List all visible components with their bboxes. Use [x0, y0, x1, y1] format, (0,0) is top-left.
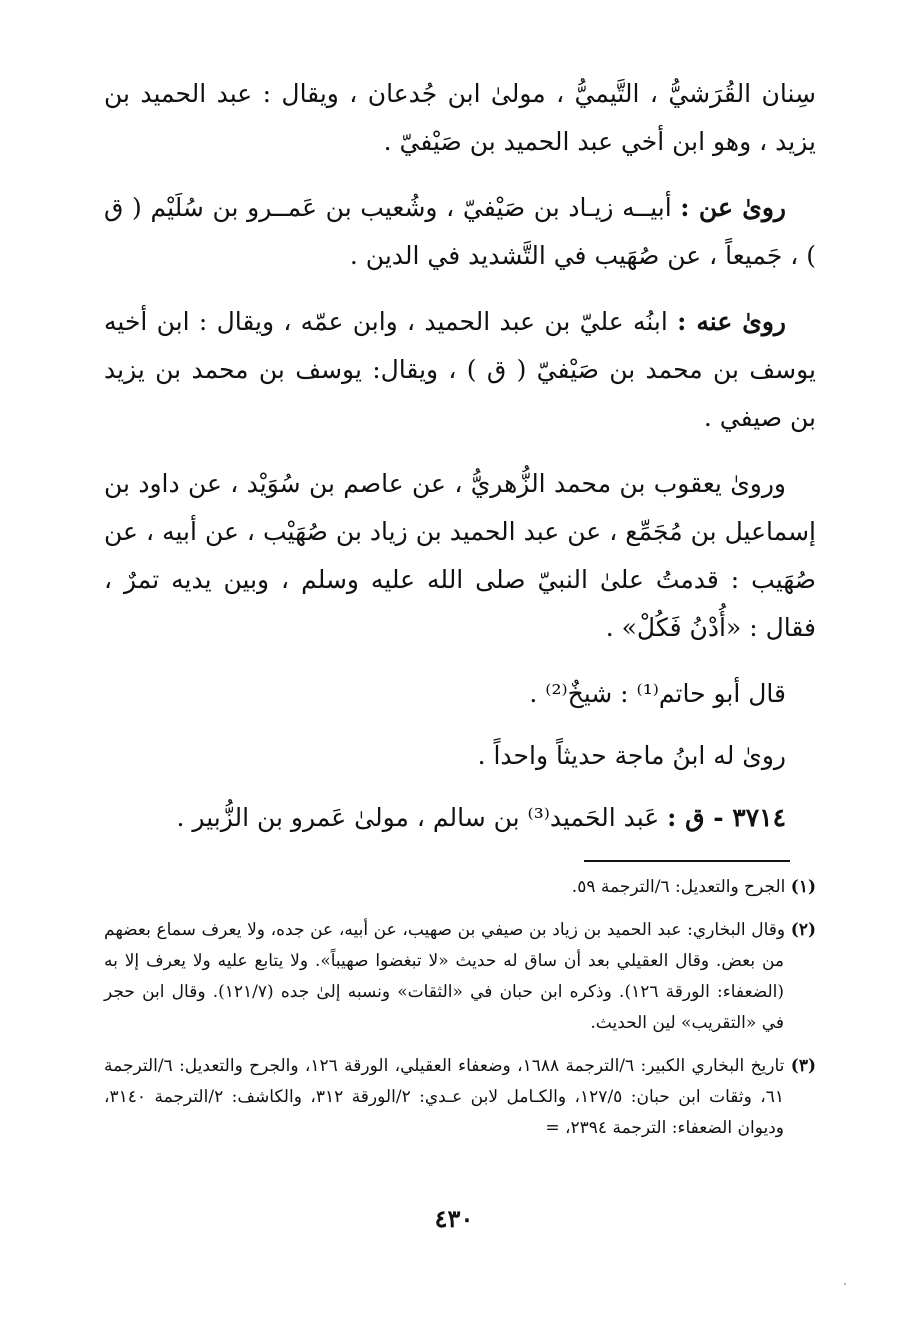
footnote-text: وقال البخاري: عبد الحميد بن زياد بن صيفي بن صهيب، عن أبيه، عن جده، ولا يعرف سماع بعضهم من بعض. وقال العقيلي بعد أن ساق له حديث «لا تبغضوا صهيباً». ولا يتابع عليه ولا يعرف إلا به (الضعفاء: الورقة ١٢٦). وذكره ابن حبان في «الثقات» ونسبه إلىٰ جده (١٢١/٧). وقال ابن حجر في «التقريب» لين الحديث.: [104, 920, 791, 1033]
paragraph-narrated-from: [104, 184, 816, 280]
narrated-from-heading: روىٰ عن :: [680, 193, 786, 222]
footnote-marker: (١): [790, 877, 816, 897]
paragraph-narrated-by: [104, 298, 816, 442]
scan-speck: [844, 1283, 846, 1285]
footnote-marker: (٣): [790, 1056, 816, 1076]
narrated-by-heading: روىٰ عنه :: [677, 307, 786, 336]
footnote: [104, 915, 816, 1039]
paragraph-lineage-text: سِنان القُرَشيُّ ، التَّيميُّ ، مولىٰ ابن جُدعان ، ويقال : عبد الحميد بن يزيد ، وهو ابن أخي عبد الحميد بن صَيْفيّ .: [104, 79, 816, 156]
footnote-text: الجرح والتعديل: ٦/الترجمة ٥٩.: [571, 877, 791, 897]
main-text: [104, 70, 816, 860]
paragraph-lineage: [104, 70, 816, 166]
footnote: [104, 872, 816, 903]
paragraph-ibn-majah: [104, 732, 816, 780]
narrated-by-text: ابنُه عليّ بن عبد الحميد ، وابن عمّه ، ويقال : ابن أخيه يوسف بن محمد بن صَيْفيّ ( ق ) ، ويقال: يوسف بن محمد بن يزيد بن صيفي .: [104, 307, 816, 432]
entry-number: ٣٧١٤ - ق :: [667, 803, 786, 832]
narrated-from-text: أبيــه زيـاد بن صَيْفيّ ، وشُعيب بن عَمــرو بن سُلَيْم ( ق ) ، جَميعاً ، عن صُهَيب في التَّشديد في الدين .: [104, 193, 816, 270]
footnote: [104, 1051, 816, 1144]
hadith-text: وروىٰ يعقوب بن محمد الزُّهريُّ ، عن عاصم بن سُوَيْد ، عن داود بن إسماعيل بن مُجَمِّع ، عن عبد الحميد بن زياد بن صُهَيْب ، عن أبيه ، عن صُهَيب : قدمتُ علىٰ النبيّ صلى الله عليه وسلم ، وبين يديه تمرٌ ، فقال : «أُدْنُ فَكُلْ» .: [104, 469, 816, 642]
footnote-marker: (٢): [790, 920, 816, 940]
footnotes: [104, 872, 816, 1156]
footnote-text: تاريخ البخاري الكبير: ٦/الترجمة ١٦٨٨، وضعفاء العقيلي، الورقة ١٢٦، والجرح والتعديل: ٦/الترجمة ٦١، وثقات ابن حبان: ١٢٧/٥، والكـامل لابن عـدي: ٢/الورقة ٣١٢، والكاشف: ٢/الترجمة ٣١٤٠، وديوان الضعفاء: الترجمة ٢٣٩٤، =: [104, 1056, 791, 1138]
entry-heading: [104, 794, 816, 842]
footnote-separator: [584, 860, 790, 862]
paragraph-hadith: [104, 460, 816, 652]
ibn-majah-text: روىٰ له ابنُ ماجة حديثاً واحداً .: [477, 741, 786, 770]
entry-name: عَبد الحَميد⁽³⁾ بن سالم ، مولىٰ عَمرو بن الزُّبير .: [176, 803, 668, 832]
abu-hatim-text: قال أبو حاتم⁽¹⁾ : شيخٌ⁽²⁾ .: [529, 679, 786, 708]
page-number: ٤٣٠: [434, 1204, 474, 1233]
paragraph-abu-hatim: [104, 670, 816, 718]
